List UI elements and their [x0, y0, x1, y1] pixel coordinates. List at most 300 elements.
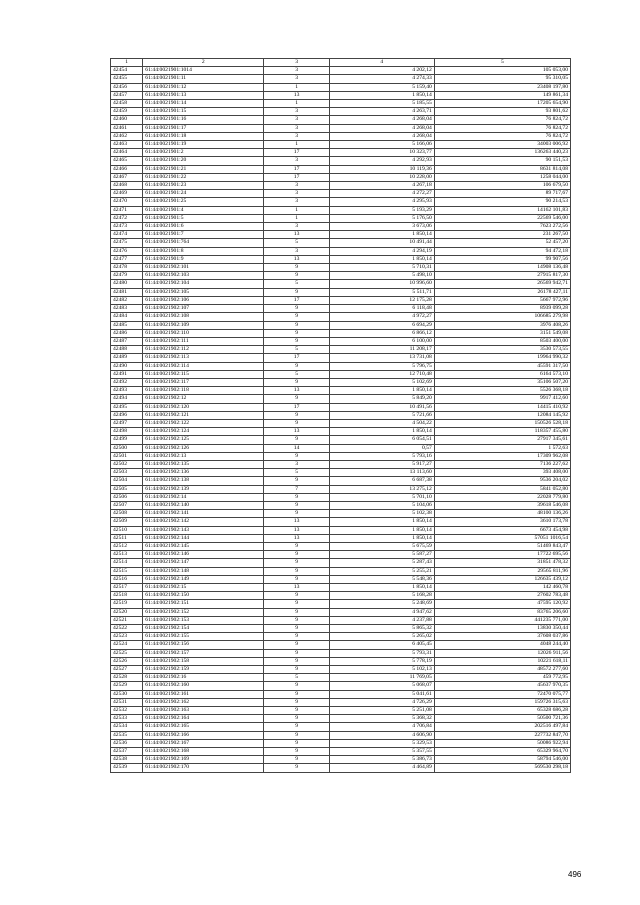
cadastral-value-cell: 3976 408,26	[434, 321, 570, 329]
group-code-cell: 9	[264, 567, 330, 575]
group-code-cell: 3	[264, 223, 330, 231]
row-index-cell: 42515	[111, 567, 143, 575]
row-index-cell: 42473	[111, 223, 143, 231]
specific-value-cell: 5 193,29	[329, 206, 434, 214]
cadastral-value-cell: 105 053,00	[434, 67, 570, 75]
specific-value-cell: 13 731,08	[329, 354, 434, 362]
cadastral-value-cell: 569530 298,18	[434, 764, 570, 772]
cadastral-value-cell: 50086 922,94	[434, 739, 570, 747]
cadastral-value-cell: 12084 145,92	[434, 411, 570, 419]
row-index-cell: 42532	[111, 707, 143, 715]
table-row	[111, 91, 571, 99]
specific-value-cell: 10 119,36	[329, 165, 434, 173]
cadastral-number-cell: 61:44:0021902:151	[143, 600, 264, 608]
group-code-cell: 9	[264, 608, 330, 616]
specific-value-cell: 5 159,40	[329, 83, 434, 91]
cadastral-number-cell: 61:44:0021902:149	[143, 575, 264, 583]
cadastral-number-cell: 61:44:0021902:136	[143, 469, 264, 477]
table-row	[111, 387, 571, 395]
table-row	[111, 493, 571, 501]
cadastral-number-cell: 61:44:0021901:11	[143, 75, 264, 83]
cadastral-number-cell: 61:44:0021901:18	[143, 132, 264, 140]
table-row	[111, 567, 571, 575]
group-code-cell: 3	[264, 247, 330, 255]
row-index-cell: 42490	[111, 362, 143, 370]
specific-value-cell: 5 511,71	[329, 288, 434, 296]
cadastral-value-cell: 136263 440,23	[434, 149, 570, 157]
table-row	[111, 231, 571, 239]
row-index-cell: 42527	[111, 666, 143, 674]
group-code-cell: 3	[264, 108, 330, 116]
row-index-cell: 42488	[111, 346, 143, 354]
specific-value-cell: 5 710,31	[329, 264, 434, 272]
cadastral-number-cell: 61:44:0021902:154	[143, 625, 264, 633]
table-row	[111, 173, 571, 181]
cadastral-number-cell: 61:44:0021902:111	[143, 337, 264, 345]
group-code-cell: 3	[264, 75, 330, 83]
cadastral-number-cell: 61:44:0021902:113	[143, 354, 264, 362]
cadastral-number-cell: 61:44:0021902:110	[143, 329, 264, 337]
specific-value-cell: 5 102,38	[329, 510, 434, 518]
cadastral-number-cell: 61:44:0021902:112	[143, 346, 264, 354]
row-index-cell: 42510	[111, 526, 143, 534]
group-code-cell: 9	[264, 739, 330, 747]
cadastral-number-cell: 61:44:0021902:16	[143, 674, 264, 682]
row-index-cell: 42505	[111, 485, 143, 493]
specific-value-cell: 4 504,22	[329, 419, 434, 427]
group-code-cell: 17	[264, 296, 330, 304]
cadastral-value-cell: 1258 044,00	[434, 173, 570, 181]
specific-value-cell: 4 268,04	[329, 132, 434, 140]
group-code-cell: 3	[264, 124, 330, 132]
row-index-cell: 42518	[111, 592, 143, 600]
row-index-cell: 42513	[111, 551, 143, 559]
group-code-cell: 9	[264, 337, 330, 345]
cadastral-value-cell: 72470 075,77	[434, 690, 570, 698]
specific-value-cell: 5 357,55	[329, 748, 434, 756]
table-row	[111, 756, 571, 764]
cadastral-number-cell: 61:44:0021901:9	[143, 255, 264, 263]
cadastral-number-cell: 61:44:0021901:22	[143, 173, 264, 181]
table-row	[111, 551, 571, 559]
table-row	[111, 272, 571, 280]
cadastral-value-cell: 14415 410,92	[434, 403, 570, 411]
cadastral-value-cell: 106 679,50	[434, 182, 570, 190]
row-index-cell: 42492	[111, 378, 143, 386]
specific-value-cell: 6 118,48	[329, 305, 434, 313]
specific-value-cell: 5 166,06	[329, 141, 434, 149]
table-row	[111, 255, 571, 263]
cadastral-value-cell: 37608 037,86	[434, 633, 570, 641]
row-index-cell: 42521	[111, 616, 143, 624]
cadastral-value-cell: 118357 455,80	[434, 428, 570, 436]
table-row	[111, 477, 571, 485]
table-row	[111, 67, 571, 75]
table-row	[111, 526, 571, 534]
header-cell-5: 5	[434, 59, 570, 67]
specific-value-cell: 4 606,90	[329, 731, 434, 739]
cadastral-number-cell: 61:44:0021901:8	[143, 247, 264, 255]
row-index-cell: 42457	[111, 91, 143, 99]
group-code-cell: 9	[264, 501, 330, 509]
cadastral-value-cell: 17205 654,90	[434, 100, 570, 108]
table-row	[111, 141, 571, 149]
specific-value-cell: 4 947,62	[329, 608, 434, 616]
table-row	[111, 100, 571, 108]
cadastral-number-cell: 61:44:0021902:115	[143, 370, 264, 378]
cadastral-value-cell: 76 824,72	[434, 116, 570, 124]
row-index-cell: 42531	[111, 698, 143, 706]
row-index-cell: 42497	[111, 419, 143, 427]
cadastral-number-cell: 61:44:0021902:157	[143, 649, 264, 657]
cadastral-value-cell: 23408 197,80	[434, 83, 570, 91]
group-code-cell: 9	[264, 411, 330, 419]
row-index-cell: 42511	[111, 534, 143, 542]
cadastral-value-cell: 6164 573,10	[434, 370, 570, 378]
table-row	[111, 264, 571, 272]
table-row	[111, 223, 571, 231]
group-code-cell: 9	[264, 666, 330, 674]
cadastral-number-cell: 61:44:0021902:118	[143, 387, 264, 395]
cadastral-value-cell: 4048 244,40	[434, 641, 570, 649]
row-index-cell: 42465	[111, 157, 143, 165]
cadastral-value-cell: 45591 317,50	[434, 362, 570, 370]
specific-value-cell: 5 185,55	[329, 100, 434, 108]
cadastral-number-cell: 61:44:0021902:158	[143, 657, 264, 665]
table-row	[111, 83, 571, 91]
row-index-cell: 42539	[111, 764, 143, 772]
cadastral-value-cell: 19964 990,32	[434, 354, 570, 362]
group-code-cell: 13	[264, 255, 330, 263]
cadastral-number-cell: 61:44:0021902:107	[143, 305, 264, 313]
specific-value-cell: 11 769,05	[329, 674, 434, 682]
cadastral-number-cell: 61:44:0021901:23	[143, 182, 264, 190]
specific-value-cell: 5 251,08	[329, 707, 434, 715]
specific-value-cell: 4 294,19	[329, 247, 434, 255]
group-code-cell: 9	[264, 731, 330, 739]
cadastral-value-cell: 27602 783,48	[434, 592, 570, 600]
cadastral-number-cell: 61:44:0021902:13	[143, 452, 264, 460]
cadastral-number-cell: 61:44:0021902:12	[143, 395, 264, 403]
table-row	[111, 616, 571, 624]
group-code-cell: 13	[264, 584, 330, 592]
cadastral-value-cell: 459 772,95	[434, 674, 570, 682]
row-index-cell: 42474	[111, 231, 143, 239]
table-row	[111, 682, 571, 690]
cadastral-value-cell: 90 151,53	[434, 157, 570, 165]
table-row	[111, 575, 571, 583]
row-index-cell: 42501	[111, 452, 143, 460]
specific-value-cell: 5 248,69	[329, 600, 434, 608]
specific-value-cell: 6 100,00	[329, 337, 434, 345]
table-row	[111, 501, 571, 509]
cadastral-number-cell: 61:44:0021901:19	[143, 141, 264, 149]
row-index-cell: 42483	[111, 305, 143, 313]
table-row	[111, 280, 571, 288]
group-code-cell: 13	[264, 526, 330, 534]
group-code-cell: 9	[264, 575, 330, 583]
table-row	[111, 108, 571, 116]
group-code-cell: 17	[264, 149, 330, 157]
table-row	[111, 346, 571, 354]
table-row	[111, 411, 571, 419]
cadastral-number-cell: 61:44:0021902:162	[143, 698, 264, 706]
cadastral-number-cell: 61:44:0021901:15	[143, 108, 264, 116]
specific-value-cell: 5 368,32	[329, 715, 434, 723]
table-row	[111, 403, 571, 411]
specific-value-cell: 4 237,88	[329, 616, 434, 624]
row-index-cell: 42472	[111, 214, 143, 222]
cadastral-value-cell: 93 801,62	[434, 108, 570, 116]
cadastral-value-cell: 227732 847,70	[434, 731, 570, 739]
cadastral-number-cell: 61:44:0021902:14	[143, 493, 264, 501]
specific-value-cell: 5 102,69	[329, 378, 434, 386]
group-code-cell: 9	[264, 698, 330, 706]
group-code-cell: 9	[264, 378, 330, 386]
group-code-cell: 5	[264, 280, 330, 288]
cadastral-number-cell: 61:44:0021901:17	[143, 124, 264, 132]
table-row	[111, 469, 571, 477]
cadastral-number-cell: 61:44:0021901:13	[143, 91, 264, 99]
cadastral-value-cell: 142 460,78	[434, 584, 570, 592]
specific-value-cell: 4 274,33	[329, 75, 434, 83]
table-row	[111, 690, 571, 698]
cadastral-value-cell: 83765 206,60	[434, 608, 570, 616]
cadastral-value-cell: 22569 546,00	[434, 214, 570, 222]
specific-value-cell: 5 287,43	[329, 559, 434, 567]
group-code-cell: 9	[264, 723, 330, 731]
table-row	[111, 460, 571, 468]
row-index-cell: 42479	[111, 272, 143, 280]
row-index-cell: 42502	[111, 460, 143, 468]
row-index-cell: 42462	[111, 132, 143, 140]
cadastral-value-cell: 51469 843,47	[434, 542, 570, 550]
cadastral-value-cell: 8503 400,00	[434, 337, 570, 345]
group-code-cell: 14	[264, 444, 330, 452]
cadastral-value-cell: 94 472,18	[434, 247, 570, 255]
cadastral-number-cell: 61:44:0021902:160	[143, 682, 264, 690]
table-row	[111, 378, 571, 386]
cadastral-number-cell: 61:44:0021902:15	[143, 584, 264, 592]
cadastral-value-cell: 50500 721,36	[434, 715, 570, 723]
row-index-cell: 42464	[111, 149, 143, 157]
table-row	[111, 633, 571, 641]
row-index-cell: 42524	[111, 641, 143, 649]
header-cell-4: 4	[329, 59, 434, 67]
cadastral-number-cell: 61:44:0021902:169	[143, 756, 264, 764]
specific-value-cell: 12 175,28	[329, 296, 434, 304]
cadastral-value-cell: 7623 272,56	[434, 223, 570, 231]
group-code-cell: 1	[264, 214, 330, 222]
row-index-cell: 42458	[111, 100, 143, 108]
row-index-cell: 42459	[111, 108, 143, 116]
table-row	[111, 149, 571, 157]
group-code-cell: 3	[264, 460, 330, 468]
table-row	[111, 723, 571, 731]
group-code-cell: 9	[264, 452, 330, 460]
cadastral-number-cell: 61:44:0021902:109	[143, 321, 264, 329]
group-code-cell: 9	[264, 288, 330, 296]
row-index-cell: 42461	[111, 124, 143, 132]
cadastral-value-cell: 48100 136,26	[434, 510, 570, 518]
table-row	[111, 625, 571, 633]
cadastral-number-cell: 61:44:0021902:167	[143, 739, 264, 747]
group-code-cell: 1	[264, 100, 330, 108]
cadastral-value-cell: 12026 911,56	[434, 649, 570, 657]
group-code-cell: 9	[264, 493, 330, 501]
cadastral-number-cell: 61:44:0021902:159	[143, 666, 264, 674]
group-code-cell: 5	[264, 346, 330, 354]
specific-value-cell: 6 866,12	[329, 329, 434, 337]
table-row	[111, 739, 571, 747]
row-index-cell: 42485	[111, 321, 143, 329]
row-index-cell: 42486	[111, 329, 143, 337]
table-row	[111, 510, 571, 518]
cadastral-value-cell: 9536 204,02	[434, 477, 570, 485]
specific-value-cell: 1 850,14	[329, 255, 434, 263]
cadastral-number-cell: 61:44:0021902:103	[143, 272, 264, 280]
cadastral-value-cell: 5526 368,18	[434, 387, 570, 395]
table-row	[111, 436, 571, 444]
specific-value-cell: 5 917,27	[329, 460, 434, 468]
row-index-cell: 42536	[111, 739, 143, 747]
specific-value-cell: 6 687,38	[329, 477, 434, 485]
group-code-cell: 9	[264, 510, 330, 518]
specific-value-cell: 5 548,36	[329, 575, 434, 583]
specific-value-cell: 5 721,66	[329, 411, 434, 419]
cadastral-number-cell: 61:44:0021901:2	[143, 149, 264, 157]
row-index-cell: 42538	[111, 756, 143, 764]
cadastral-number-cell: 61:44:0021902:148	[143, 567, 264, 575]
group-code-cell: 5	[264, 469, 330, 477]
table-header-row	[111, 59, 571, 67]
table-row	[111, 608, 571, 616]
specific-value-cell: 11 208,17	[329, 346, 434, 354]
specific-value-cell: 10 491,44	[329, 239, 434, 247]
table-row	[111, 190, 571, 198]
cadastral-value-cell: 39618 546,08	[434, 501, 570, 509]
table-row	[111, 182, 571, 190]
table-row	[111, 214, 571, 222]
cadastral-value-cell: 31851 478,32	[434, 559, 570, 567]
cadastral-number-cell: 61:44:0021902:170	[143, 764, 264, 772]
row-index-cell: 42529	[111, 682, 143, 690]
cadastral-value-cell: 126635 439,12	[434, 575, 570, 583]
specific-value-cell: 5 587,27	[329, 551, 434, 559]
table-row	[111, 657, 571, 665]
row-index-cell: 42508	[111, 510, 143, 518]
row-index-cell: 42487	[111, 337, 143, 345]
cadastral-number-cell: 61:44:0021902:117	[143, 378, 264, 386]
group-code-cell: 13	[264, 231, 330, 239]
cadastral-value-cell: 8939 099,28	[434, 305, 570, 313]
specific-value-cell: 5 265,02	[329, 633, 434, 641]
group-code-cell: 17	[264, 403, 330, 411]
table-row	[111, 542, 571, 550]
table-row	[111, 748, 571, 756]
cadastral-value-cell: 17722 695,56	[434, 551, 570, 559]
cadastral-value-cell: 26569 942,71	[434, 280, 570, 288]
cadastral-value-cell: 106685 279,98	[434, 313, 570, 321]
group-code-cell: 9	[264, 625, 330, 633]
cadastral-number-cell: 61:44:0021901:24	[143, 190, 264, 198]
table-row	[111, 518, 571, 526]
table-row	[111, 337, 571, 345]
table-row	[111, 584, 571, 592]
group-code-cell: 7	[264, 485, 330, 493]
specific-value-cell: 5 168,28	[329, 592, 434, 600]
specific-value-cell: 5 329,53	[329, 739, 434, 747]
row-index-cell: 42530	[111, 690, 143, 698]
group-code-cell: 3	[264, 67, 330, 75]
group-code-cell: 9	[264, 436, 330, 444]
row-index-cell: 42493	[111, 387, 143, 395]
cadastral-number-cell: 61:44:0021901:5	[143, 214, 264, 222]
specific-value-cell: 5 796,75	[329, 362, 434, 370]
group-code-cell: 9	[264, 362, 330, 370]
row-index-cell: 42506	[111, 493, 143, 501]
cadastral-number-cell: 61:44:0021902:150	[143, 592, 264, 600]
row-index-cell: 42533	[111, 715, 143, 723]
cadastral-value-cell: 441235 771,00	[434, 616, 570, 624]
table-row	[111, 731, 571, 739]
cadastral-value-cell: 202516 497,84	[434, 723, 570, 731]
specific-value-cell: 6 054,51	[329, 436, 434, 444]
table-row	[111, 707, 571, 715]
cadastral-value-cell: 3610 173,78	[434, 518, 570, 526]
row-index-cell: 42475	[111, 239, 143, 247]
group-code-cell: 9	[264, 690, 330, 698]
row-index-cell: 42463	[111, 141, 143, 149]
cadastral-number-cell: 61:44:0021901:1014	[143, 67, 264, 75]
row-index-cell: 42537	[111, 748, 143, 756]
row-index-cell: 42525	[111, 649, 143, 657]
specific-value-cell: 1 850,14	[329, 584, 434, 592]
cadastral-number-cell: 61:44:0021902:152	[143, 608, 264, 616]
table-row	[111, 534, 571, 542]
specific-value-cell: 4 972,27	[329, 313, 434, 321]
table-row	[111, 296, 571, 304]
cadastral-number-cell: 61:44:0021901:4	[143, 206, 264, 214]
group-code-cell: 9	[264, 649, 330, 657]
cadastral-value-cell: 3530 573,55	[434, 346, 570, 354]
cadastral-number-cell: 61:44:0021902:135	[143, 460, 264, 468]
cadastral-number-cell: 61:44:0021902:139	[143, 485, 264, 493]
cadastral-number-cell: 61:44:0021902:145	[143, 542, 264, 550]
cadastral-number-cell: 61:44:0021902:124	[143, 428, 264, 436]
group-code-cell: 9	[264, 551, 330, 559]
specific-value-cell: 10 491,56	[329, 403, 434, 411]
cadastral-number-cell: 61:44:0021902:125	[143, 436, 264, 444]
cadastral-value-cell: 65328 686,28	[434, 707, 570, 715]
row-index-cell: 42504	[111, 477, 143, 485]
cadastral-value-cell: 8631 814,08	[434, 165, 570, 173]
table-row	[111, 428, 571, 436]
table-row	[111, 157, 571, 165]
group-code-cell: 9	[264, 264, 330, 272]
header-cell-3: 3	[264, 59, 330, 67]
group-code-cell: 9	[264, 657, 330, 665]
specific-value-cell: 6 405,45	[329, 641, 434, 649]
cadastral-number-cell: 61:44:0021902:126	[143, 444, 264, 452]
cadastral-number-cell: 61:44:0021901:764	[143, 239, 264, 247]
specific-value-cell: 5 701,10	[329, 493, 434, 501]
row-index-cell: 42509	[111, 518, 143, 526]
specific-value-cell: 4 268,04	[329, 124, 434, 132]
specific-value-cell: 4 292,93	[329, 157, 434, 165]
specific-value-cell: 5 675,59	[329, 542, 434, 550]
row-index-cell: 42456	[111, 83, 143, 91]
